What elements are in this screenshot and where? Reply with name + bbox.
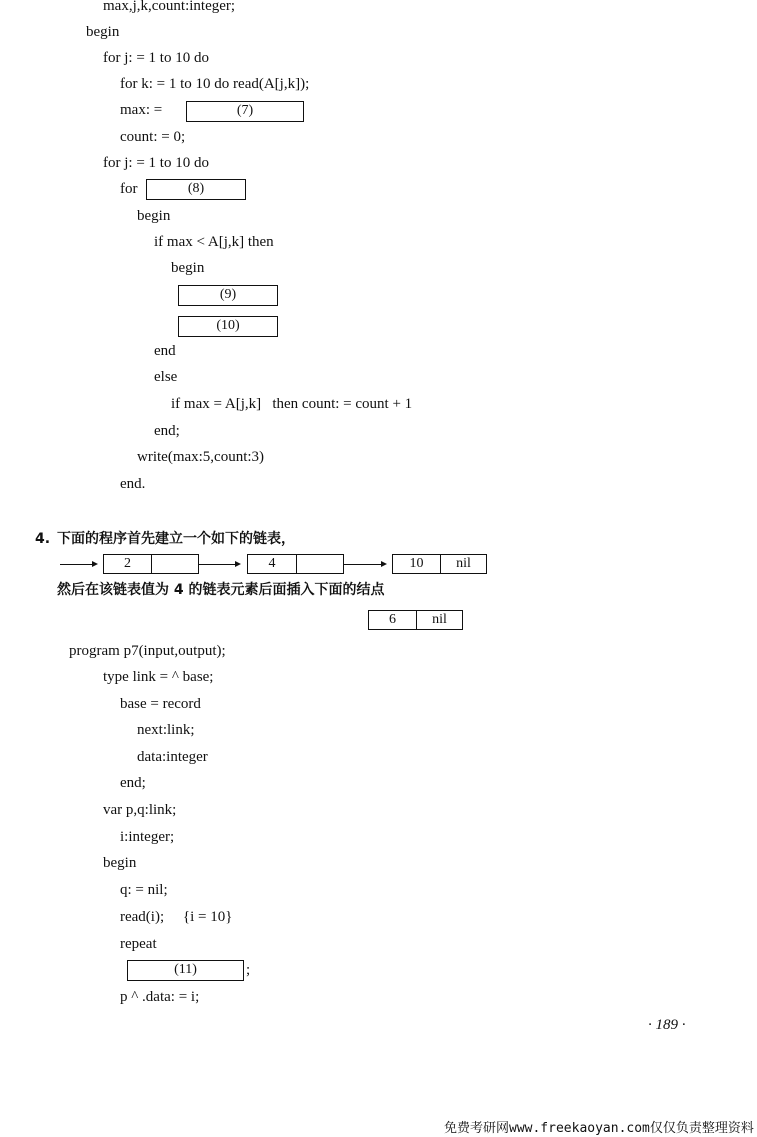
list-node-3-value: 10	[393, 555, 441, 573]
code-line-begin: begin	[86, 24, 120, 40]
code-line-end-semicolon: end;	[154, 423, 180, 439]
code-line-for-k-read: for k: = 1 to 10 do read(A[j,k]);	[120, 76, 310, 92]
list-node-3-next: nil	[456, 556, 471, 571]
blank-11-box: (11)	[127, 960, 244, 981]
question-4-intro: 下面的程序首先建立一个如下的链表，	[57, 531, 295, 547]
code-line-for-j-2: for j: = 1 to 10 do	[103, 155, 209, 171]
question-4-number: 4.	[35, 531, 51, 547]
list-node-3	[392, 554, 487, 574]
code-line-repeat: repeat	[120, 936, 157, 952]
code-line-program-header: program p7(input,output);	[69, 643, 226, 659]
code-line-var-decl: max,j,k,count:integer;	[103, 0, 236, 14]
blank-10-box: (10)	[178, 316, 278, 337]
blank-7-box: (7)	[186, 101, 304, 122]
code-line-if-max-less: if max < A[j,k] then	[154, 234, 274, 250]
list-head-arrow	[60, 564, 96, 565]
code-line-count-init: count: = 0;	[120, 129, 186, 145]
code-line-q-nil: q: = nil;	[120, 882, 168, 898]
code-line-base-record: base = record	[120, 696, 201, 712]
list-node-1-value: 2	[104, 555, 152, 573]
new-node	[368, 610, 463, 630]
list-node-2	[247, 554, 344, 574]
watermark-footer: 免费考研网www.freekaoyan.com仅仅负责整理资料	[444, 1121, 754, 1136]
list-arrow-2-3	[344, 564, 385, 565]
code-line-end: end	[154, 343, 176, 359]
blank-9-box: (9)	[178, 285, 278, 306]
code-line-read-i: read(i); {i = 10}	[120, 909, 233, 925]
code-line-begin-if: begin	[171, 260, 205, 276]
list-node-2-next	[297, 555, 343, 573]
code-line-begin-inner: begin	[137, 208, 171, 224]
code-line-for: for	[120, 181, 138, 197]
code-line-blank-11-semicolon: ;	[246, 962, 251, 978]
code-line-data-field: data:integer	[137, 749, 208, 765]
list-node-1-next	[152, 555, 198, 573]
code-line-else: else	[154, 369, 178, 385]
new-node-next: nil	[432, 612, 447, 627]
code-line-begin-main: begin	[103, 855, 137, 871]
code-line-write: write(max:5,count:3)	[137, 449, 265, 465]
code-line-var-i: i:integer;	[120, 829, 175, 845]
code-line-record-end: end;	[120, 775, 146, 791]
code-line-next-field: next:link;	[137, 722, 195, 738]
code-line-type-link: type link = ^ base;	[103, 669, 214, 685]
question-4-insert-text: 然后在该链表值为 4 的链表元素后面插入下面的结点	[57, 582, 385, 598]
list-arrow-1-2	[199, 564, 239, 565]
list-node-2-value: 4	[248, 555, 297, 573]
code-line-var-pq: var p,q:link;	[103, 802, 177, 818]
code-line-p-data: p ^ .data: = i;	[120, 989, 200, 1005]
code-line-end-program: end.	[120, 476, 146, 492]
code-line-max-assign: max: =	[120, 102, 163, 118]
code-line-for-j: for j: = 1 to 10 do	[103, 50, 209, 66]
list-node-1	[103, 554, 199, 574]
blank-8-box: (8)	[146, 179, 246, 200]
page-number: · 189 ·	[648, 1017, 686, 1033]
new-node-value: 6	[369, 611, 417, 629]
code-line-if-max-equal: if max = A[j,k] then count: = count + 1	[171, 396, 413, 412]
